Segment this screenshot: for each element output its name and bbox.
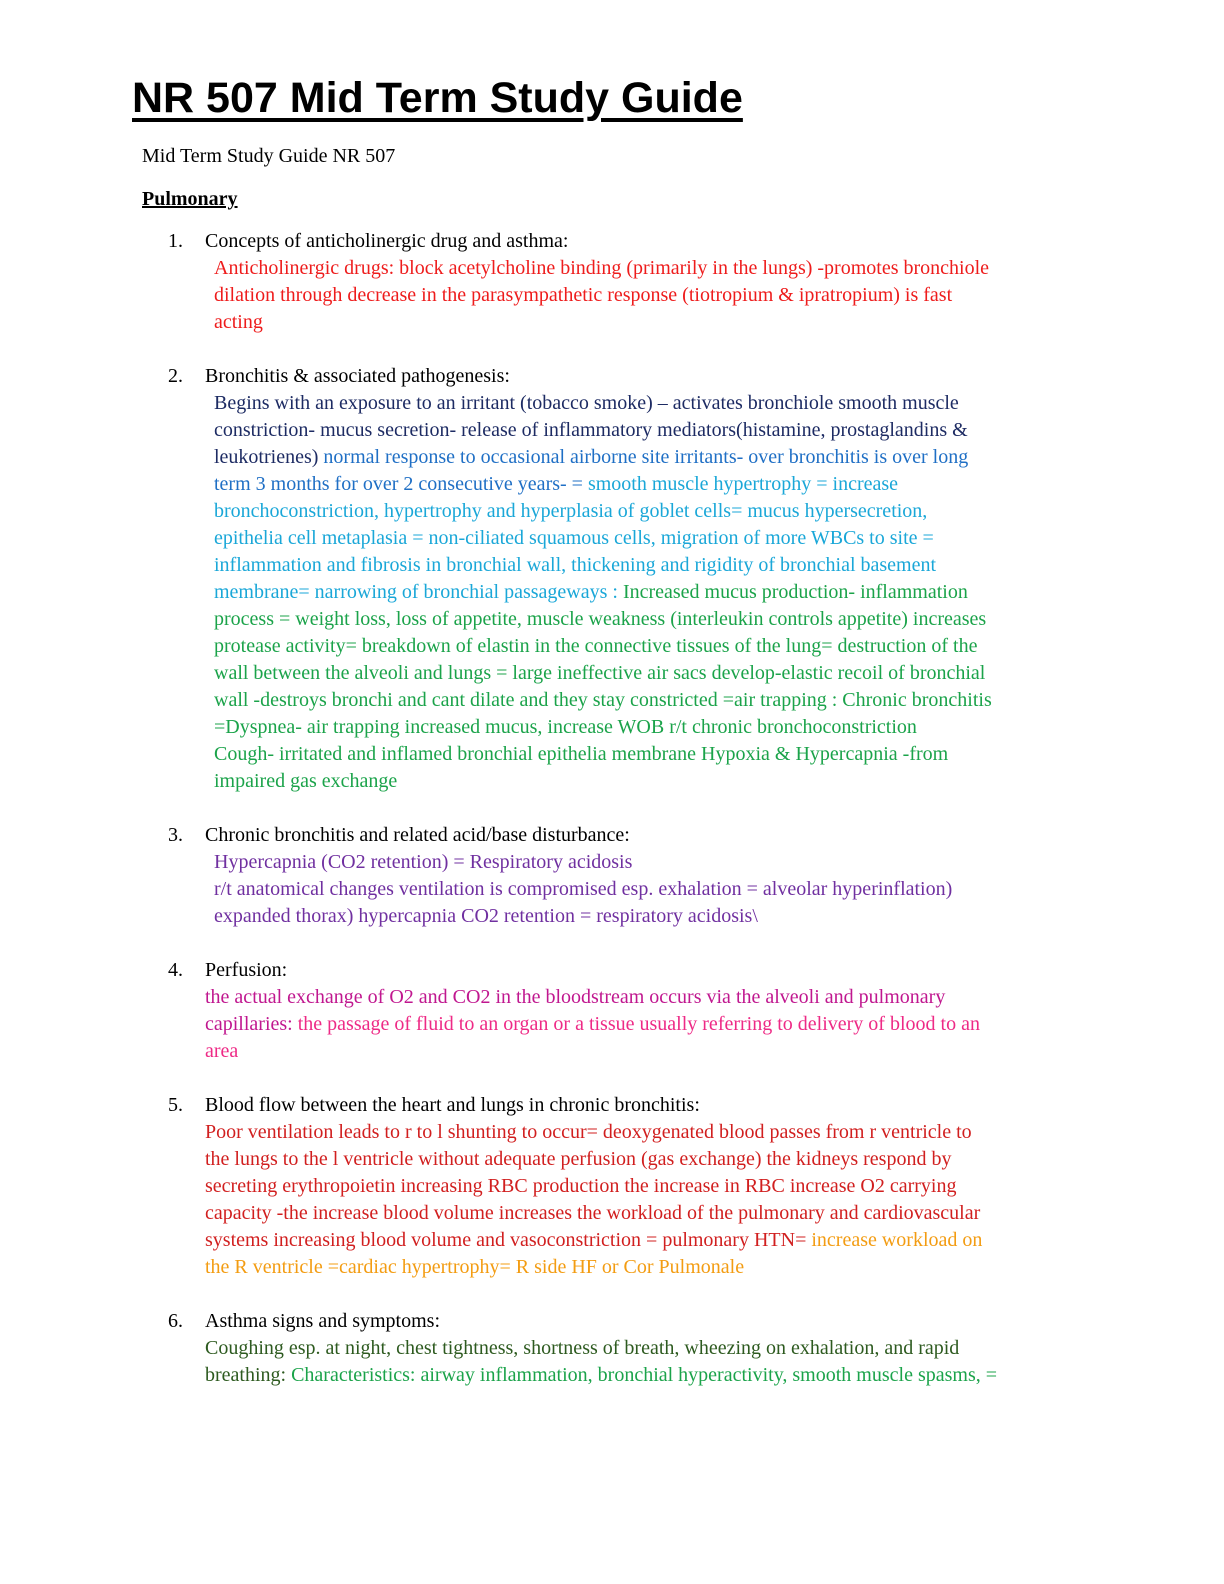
answer-line: [214, 390, 1074, 417]
answer-segment: Increased mucus production- inflammation: [622, 581, 968, 603]
answer-segment: dilation through decrease in the parasympathetic response (tiotropium & ipratropium) is fast: [214, 284, 953, 306]
answer-segment: wall between the alveoli and lungs = large ineffective air sacs develop-elastic recoil of bronchial: [214, 662, 986, 684]
answer-segment: impaired gas exchange: [214, 770, 398, 792]
question-number: 4.: [168, 959, 183, 981]
answer-line: [214, 606, 1074, 633]
question-text: Concepts of anticholinergic drug and asthma:: [205, 230, 569, 252]
answer-text: [205, 1335, 1065, 1389]
answer-segment: inflammation and fibrosis in bronchial wall, thickening and rigidity of bronchial basement: [214, 554, 937, 576]
answer-segment: Anticholinergic drugs: block acetylcholine binding (primarily in the lungs) -promotes bronchiole: [214, 257, 990, 279]
answer-segment: protease activity= breakdown of elastin in the connective tissues of the lung= destruction of the: [214, 635, 978, 657]
answer-segment: Coughing esp. at night, chest tightness, shortness of breath, wheezing on exhalation, and rapid: [205, 1337, 960, 1359]
answer-segment: leukotrienes): [214, 446, 324, 468]
answer-line: [205, 1011, 1065, 1038]
answer-line: [214, 417, 1074, 444]
answer-line: [214, 687, 1074, 714]
answer-line: [205, 984, 1065, 1011]
answer-segment: Poor ventilation leads to r to l shunting to occur= deoxygenated blood passes from r ventricle to: [205, 1121, 972, 1143]
answer-line: [205, 1227, 1065, 1254]
answer-line: [214, 714, 1074, 741]
answer-line: [205, 1173, 1065, 1200]
answer-segment: smooth muscle hypertrophy = increase: [587, 473, 899, 495]
answer-line: [214, 309, 1074, 336]
answer-line: [214, 660, 1074, 687]
answer-segment: breathing:: [205, 1364, 292, 1386]
answer-text: [214, 390, 1074, 795]
answer-segment: capillaries:: [205, 1013, 298, 1035]
question-text: Blood flow between the heart and lungs in chronic bronchitis:: [205, 1094, 700, 1116]
answer-segment: the passage of fluid to an organ or a tissue usually referring to delivery of blood to an: [297, 1013, 980, 1035]
answer-line: [214, 255, 1074, 282]
answer-line: [214, 903, 1074, 930]
question-number: 1.: [168, 230, 183, 252]
answer-segment: epithelia cell metaplasia = non-ciliated squamous cells, migration of more WBCs to site =: [214, 527, 934, 549]
answer-line: [205, 1335, 1065, 1362]
answer-line: [205, 1254, 1065, 1281]
answer-text: [214, 849, 1074, 930]
answer-line: [214, 444, 1074, 471]
answer-segment: process = weight loss, loss of appetite, muscle weakness (interleukin controls appetite) increases: [214, 608, 987, 630]
answer-segment: Cough- irritated and inflamed bronchial epithelia membrane Hypoxia & Hypercapnia -from: [214, 743, 949, 765]
answer-text: [214, 255, 1074, 336]
question-number: 5.: [168, 1094, 183, 1116]
answer-segment: increase workload on: [811, 1229, 983, 1251]
answer-line: [214, 876, 1074, 903]
section-heading-pulmonary: Pulmonary: [142, 188, 238, 210]
answer-segment: bronchoconstriction, hypertrophy and hyperplasia of goblet cells= mucus hypersecretion,: [214, 500, 928, 522]
answer-segment: systems increasing blood volume and vasoconstriction = pulmonary HTN=: [205, 1229, 812, 1251]
answer-line: [214, 633, 1074, 660]
question-text: Perfusion:: [205, 959, 288, 981]
question-text: Asthma signs and symptoms:: [205, 1310, 441, 1332]
question-number: 2.: [168, 365, 183, 387]
answer-line: [214, 849, 1074, 876]
answer-line: [205, 1200, 1065, 1227]
question-text: Bronchitis & associated pathogenesis:: [205, 365, 510, 387]
answer-line: [205, 1146, 1065, 1173]
answer-segment: =Dyspnea- air trapping increased mucus, increase WOB r/t chronic bronchoconstriction: [214, 716, 917, 738]
answer-segment: area: [205, 1040, 239, 1062]
answer-segment: constriction- mucus secretion- release of inflammatory mediators(histamine, prostaglandins &: [214, 419, 968, 441]
answer-segment: secreting erythropoietin increasing RBC production the increase in RBC increase O2 carrying: [205, 1175, 957, 1197]
answer-text: [205, 1119, 1065, 1281]
answer-segment: wall -destroys bronchi and cant dilate and they stay constricted =air trapping : Chronic bronchitis: [214, 689, 992, 711]
answer-line: [214, 741, 1074, 768]
answer-segment: the actual exchange of O2 and CO2 in the bloodstream occurs via the alveoli and pulmonary: [205, 986, 946, 1008]
document-title: NR 507 Mid Term Study Guide: [132, 74, 743, 122]
answer-segment: the R ventricle =cardiac hypertrophy= R side HF or Cor Pulmonale: [205, 1256, 745, 1278]
answer-line: [214, 498, 1074, 525]
answer-segment: acting: [214, 311, 263, 333]
answer-line: [214, 552, 1074, 579]
answer-segment: r/t anatomical changes ventilation is compromised esp. exhalation = alveolar hyperinflation): [214, 878, 953, 900]
answer-segment: term 3 months for over 2 consecutive years- =: [214, 473, 588, 495]
answer-line: [214, 579, 1074, 606]
answer-line: [214, 471, 1074, 498]
question-number: 6.: [168, 1310, 183, 1332]
answer-line: [214, 282, 1074, 309]
question-text: Chronic bronchitis and related acid/base disturbance:: [205, 824, 630, 846]
answer-segment: Characteristics: airway inflammation, bronchial hyperactivity, smooth muscle spasms, =: [291, 1364, 998, 1386]
answer-segment: expanded thorax) hypercapnia CO2 retention = respiratory acidosis\: [214, 905, 758, 927]
answer-line: [205, 1362, 1065, 1389]
answer-line: [205, 1038, 1065, 1065]
answer-line: [214, 525, 1074, 552]
answer-segment: Begins with an exposure to an irritant (tobacco smoke) – activates bronchiole smooth muscle: [214, 392, 959, 414]
document-subtitle: Mid Term Study Guide NR 507: [142, 145, 396, 167]
answer-segment: membrane= narrowing of bronchial passageways :: [214, 581, 623, 603]
answer-segment: Hypercapnia (CO2 retention) = Respiratory acidosis: [214, 851, 633, 873]
answer-segment: the lungs to the l ventricle without adequate perfusion (gas exchange) the kidneys respond by: [205, 1148, 952, 1170]
answer-line: [214, 768, 1074, 795]
answer-text: [205, 984, 1065, 1065]
answer-line: [205, 1119, 1065, 1146]
question-number: 3.: [168, 824, 183, 846]
answer-segment: normal response to occasional airborne site irritants- over bronchitis is over long: [323, 446, 969, 468]
answer-segment: capacity -the increase blood volume increases the workload of the pulmonary and cardiovascular: [205, 1202, 981, 1224]
